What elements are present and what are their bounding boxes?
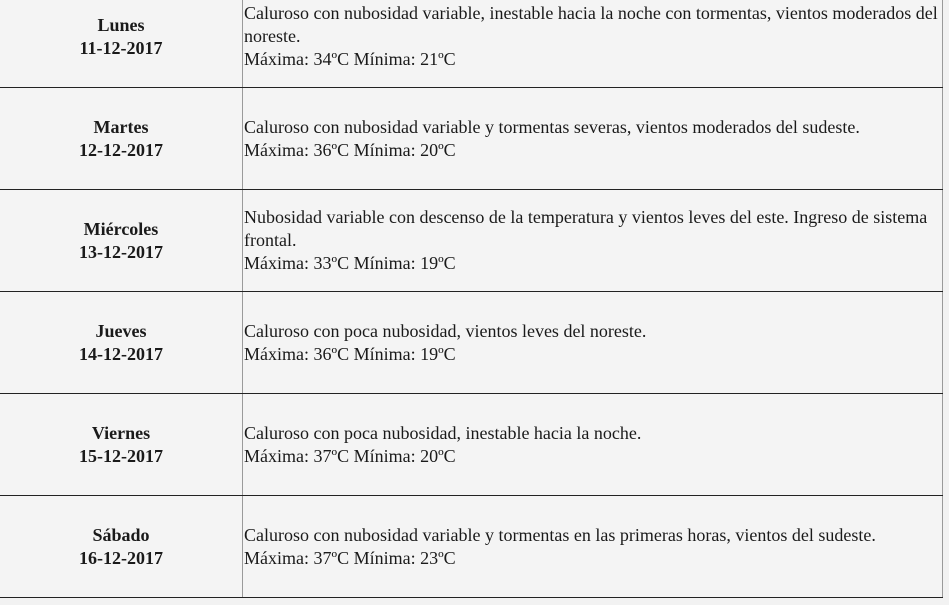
description-cell [243,0,943,88]
forecast-row [0,394,943,496]
forecast-row [0,0,943,88]
day-name: Jueves [95,320,147,341]
temperature-range: Máxima: 33ºC Mínima: 19ºC [244,253,456,273]
day-cell [0,292,243,394]
forecast-row [0,496,943,598]
day-name: Miércoles [83,218,159,239]
day-cell [0,394,243,496]
day-cell [0,496,243,598]
description-cell [243,190,943,292]
forecast-description: Caluroso con nubosidad variable, inestable hacia la noche con tormentas, vientos moderados del noreste. [244,3,938,46]
forecast-row [0,292,943,394]
forecast-row [0,190,943,292]
temperature-range: Máxima: 34ºC Mínima: 21ºC [244,49,456,69]
temperature-range: Máxima: 36ºC Mínima: 19ºC [244,343,456,364]
forecast-row [0,88,943,190]
day-name: Sábado [92,524,150,545]
temperature-range: Máxima: 37ºC Mínima: 23ºC [244,547,456,568]
day-date: 12-12-2017 [79,139,163,160]
forecast-description: Nubosidad variable con descenso de la temperatura y vientos leves del este. Ingreso de sistema frontal. [244,207,928,250]
day-date: 13-12-2017 [79,241,163,262]
day-cell [0,88,243,190]
day-cell [0,190,243,292]
description-cell [243,88,943,190]
day-date: 11-12-2017 [79,37,163,58]
day-date: 15-12-2017 [79,445,163,466]
forecast-description: Caluroso con poca nubosidad, vientos leves del noreste. [244,320,647,341]
day-date: 14-12-2017 [79,343,163,364]
description-cell [243,496,943,598]
day-name: Martes [93,116,149,137]
description-cell [243,394,943,496]
description-cell [243,292,943,394]
temperature-range: Máxima: 37ºC Mínima: 20ºC [244,445,456,466]
page-right-margin [943,0,949,605]
forecast-description: Caluroso con poca nubosidad, inestable hacia la noche. [244,422,642,443]
day-name: Lunes [97,14,145,35]
temperature-range: Máxima: 36ºC Mínima: 20ºC [244,139,456,160]
forecast-description: Caluroso con nubosidad variable y tormentas severas, vientos moderados del sudeste. [244,116,860,137]
day-date: 16-12-2017 [79,547,163,568]
day-name: Viernes [91,422,151,443]
day-cell [0,0,243,88]
forecast-description: Caluroso con nubosidad variable y tormentas en las primeras horas, vientos del sudeste. [244,524,876,545]
